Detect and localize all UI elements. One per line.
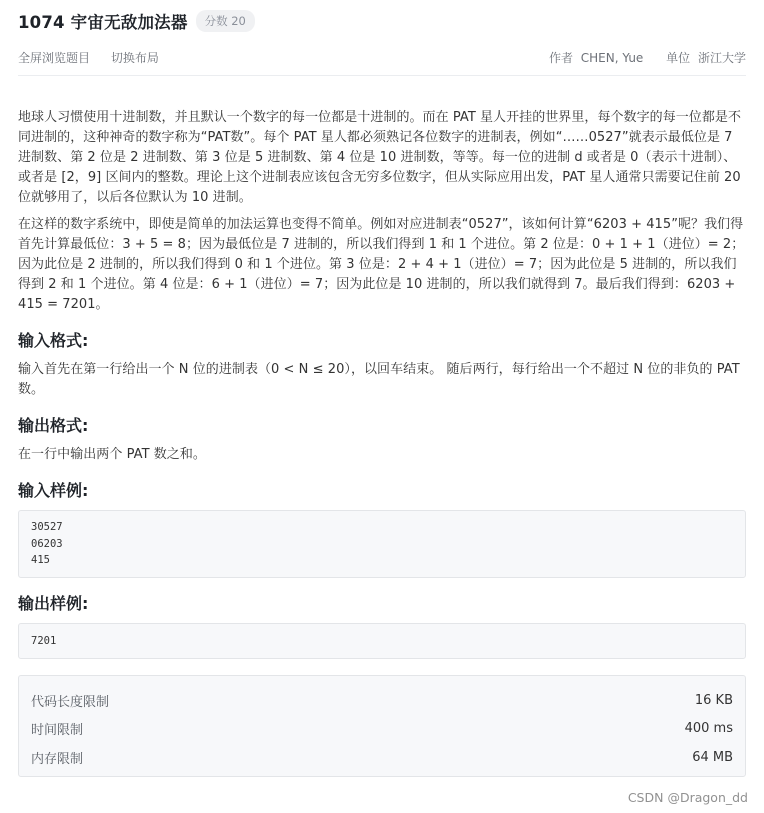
description-paragraph-2: 在这样的数字系统中，即使是简单的加法运算也变得不简单。例如对应进制表“0527”，该如何计算“6203 + 415”呢？我们得首先计算最低位：3 + 5 = 8；因为最低位是 7 进制的，所以我们得到 1 和 1 个进位。第 2 位是：0 + 1 + 1（进位）= 2；因为此位是 2 进制的，所以我们得到 0 和 1 个进位。第 3 位是：2 + 4 + 1（进位）= 7；因为此位是 5 进制的，所以我们得到 2 和 1 个进位。第 4 位是：6 + 1（进位）= 7；因为此位是 10 进制的，所以我们就得到 7。最后我们得到：6203 + 415 = 7201。 [18, 217, 745, 312]
org-value: 浙江大学 [697, 51, 746, 65]
score-badge: 分数 20 [196, 10, 255, 32]
view-options [18, 49, 176, 66]
limit-label: 代码长度限制 [31, 694, 110, 710]
sample-output-block[interactable] [18, 623, 746, 660]
sample-input-line: 30527 [31, 521, 63, 533]
limits-panel [18, 675, 746, 777]
problem-title: 1074 宇宙无敌加法器 [18, 13, 188, 32]
output-format-text: 在一行中输出两个 PAT 数之和。 [18, 447, 206, 462]
sample-input-line: 415 [31, 554, 50, 566]
meta-row [18, 40, 746, 76]
org-label: 单位 [666, 51, 691, 65]
problem-meta [549, 49, 746, 66]
csdn-watermark: CSDN @Dragon_dd [627, 790, 748, 805]
limit-row-time [31, 715, 733, 744]
description-paragraph-1: 地球人习惯使用十进制数，并且默认一个数字的每一位都是十进制的。而在 PAT 星人开挂的世界里，每个数字的每一位都是不同进制的，这种神奇的数字称为“PAT数”。每个 PAT 星人都必须熟记各位数字的进制表，例如“……0527”就表示最低位是 7 进制数、第 2 位是 2 进制数、第 3 位是 5 进制数、第 4 位是 10 进制数，等等。每一位的进制 d 或者是 0（表示十进制）、或者是 [2，9] 区间内的整数。理论上这个进制表应该包含无穷多位数字，但从实际应用出发，PAT 星人通常只需要记住前 20 位就够用了，以后各位默认为 10 进制。 [18, 110, 741, 205]
problem-content [18, 76, 746, 777]
limit-row-code-length [31, 686, 733, 715]
limit-label: 时间限制 [31, 723, 84, 739]
author-value: CHEN, Yue [580, 51, 644, 65]
sample-input-heading: 输入样例: [18, 481, 89, 500]
switch-layout-link[interactable]: 切换布局 [110, 51, 159, 65]
sample-input-line: 06203 [31, 537, 63, 550]
limit-value: 16 KB [694, 692, 733, 708]
sample-output-heading: 输出样例: [18, 593, 89, 613]
input-format-heading: 输入格式: [18, 331, 89, 350]
title-row [18, 0, 746, 40]
author-label: 作者 [548, 51, 573, 65]
limit-label: 内存限制 [31, 751, 84, 767]
limit-value: 400 ms [684, 721, 733, 737]
limit-value: 64 MB [692, 749, 733, 765]
sample-output-line: 7201 [31, 634, 57, 647]
sample-input-block[interactable] [18, 510, 746, 578]
limit-row-memory [31, 743, 733, 772]
input-format-text: 输入首先在第一行给出一个 N 位的进制表（0 < N ≤ 20），以回车结束。 随后两行，每行给出一个不超过 N 位的非负的 PAT 数。 [18, 362, 740, 397]
output-format-heading: 输出格式: [18, 416, 89, 435]
fullscreen-link[interactable]: 全屏浏览题目 [18, 51, 91, 65]
